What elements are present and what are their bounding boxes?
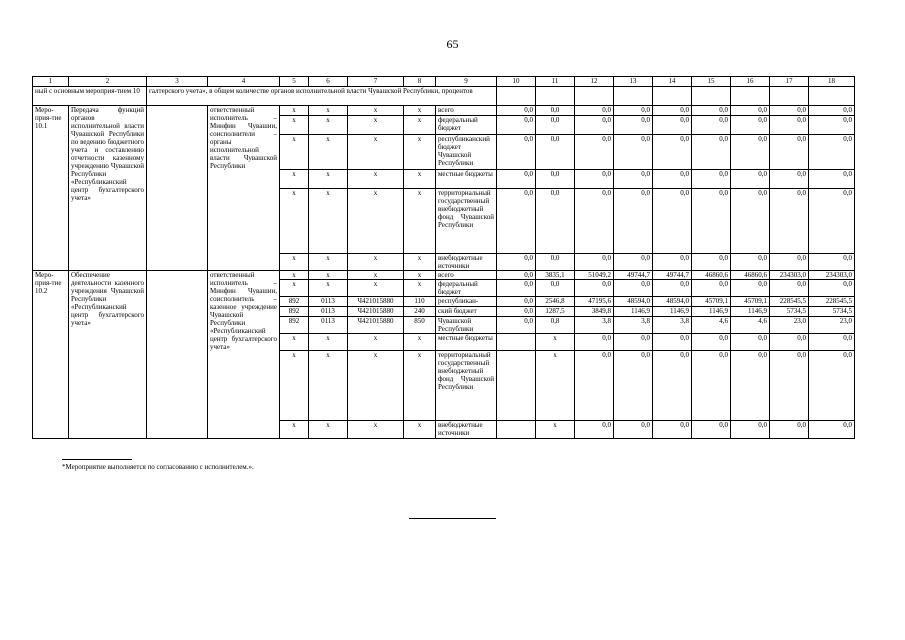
value-cell: 0,0	[497, 135, 536, 170]
code-cell: x	[404, 334, 436, 351]
value-cell	[809, 87, 855, 106]
empty-cell	[147, 106, 208, 271]
value-cell: 0,0	[770, 280, 809, 297]
value-cell: 0,0	[575, 351, 614, 421]
value-cell: 0,0	[575, 254, 614, 271]
value-cell	[614, 87, 653, 106]
value-cell: 51049,2	[575, 271, 614, 280]
value-cell: 0,0	[731, 351, 770, 421]
value-cell: 0,0	[770, 351, 809, 421]
code-cell: x	[309, 351, 348, 421]
code-cell: x	[280, 116, 309, 135]
value-cell: 0,0	[731, 421, 770, 439]
value-cell	[653, 87, 692, 106]
code-cell: x	[404, 271, 436, 280]
value-cell: 0,0	[614, 280, 653, 297]
code-cell: 110	[404, 297, 436, 307]
value-cell: 1287,5	[536, 307, 575, 317]
continuation-indicator: ный с основным мероприя-тием 10	[33, 87, 147, 106]
code-cell: x	[309, 189, 348, 254]
value-cell: 0,0	[770, 116, 809, 135]
code-cell: x	[404, 421, 436, 439]
value-cell: 0,0	[731, 334, 770, 351]
funding-source: внебюджетные источники	[436, 254, 497, 271]
code-cell: Ч421015880	[348, 317, 404, 334]
value-cell: 228545,5	[770, 297, 809, 307]
end-rule	[409, 518, 496, 519]
value-cell: 0,0	[653, 106, 692, 116]
value-cell: 0,0	[497, 254, 536, 271]
value-cell: 0,0	[497, 307, 536, 317]
column-number: 18	[809, 77, 855, 87]
code-cell: x	[309, 135, 348, 170]
code-cell: x	[404, 189, 436, 254]
value-cell: 0,0	[536, 116, 575, 135]
value-cell: 0,0	[692, 421, 731, 439]
code-cell: x	[309, 170, 348, 189]
column-number: 9	[436, 77, 497, 87]
value-cell: 0,0	[653, 254, 692, 271]
value-cell: 5734,5	[770, 307, 809, 317]
value-cell: 0,0	[692, 334, 731, 351]
value-cell: 45709,1	[731, 297, 770, 307]
value-cell: 0,0	[770, 135, 809, 170]
code-cell: x	[280, 271, 309, 280]
value-cell: 0,0	[575, 116, 614, 135]
value-cell: 0,0	[692, 254, 731, 271]
value-cell: 0,0	[731, 280, 770, 297]
code-cell: x	[404, 170, 436, 189]
value-cell: 0,0	[575, 170, 614, 189]
code-cell: x	[404, 254, 436, 271]
value-cell: 3,8	[614, 317, 653, 334]
value-cell: 0,0	[692, 280, 731, 297]
funding-source: территориальный государственный внебюджетный фонд Чувашской Республики	[436, 189, 497, 254]
code-cell: x	[280, 189, 309, 254]
code-cell: 892	[280, 307, 309, 317]
column-number: 8	[404, 77, 436, 87]
value-cell: 234303,0	[809, 271, 855, 280]
code-cell: x	[280, 254, 309, 271]
value-cell: 0,0	[692, 116, 731, 135]
value-cell: x	[536, 334, 575, 351]
continuation-row	[33, 87, 855, 106]
value-cell: 0,0	[614, 421, 653, 439]
value-cell: 0,0	[770, 421, 809, 439]
code-cell: Ч421015880	[348, 297, 404, 307]
value-cell: 46860,6	[692, 271, 731, 280]
value-cell: 0,0	[770, 189, 809, 254]
value-cell: 0,0	[653, 280, 692, 297]
value-cell: 0,0	[653, 116, 692, 135]
value-cell: 1146,9	[692, 307, 731, 317]
code-cell: x	[280, 421, 309, 439]
column-number: 2	[69, 77, 147, 87]
value-cell: 0,0	[614, 106, 653, 116]
program-table	[32, 76, 855, 439]
page-number: 65	[446, 37, 459, 51]
value-cell	[575, 87, 614, 106]
value-cell: 0,0	[809, 254, 855, 271]
value-cell	[770, 87, 809, 106]
value-cell: 0,0	[653, 170, 692, 189]
value-cell: 0,0	[770, 334, 809, 351]
value-cell: 0,0	[731, 189, 770, 254]
code-cell: x	[280, 334, 309, 351]
value-cell: 3,8	[653, 317, 692, 334]
value-cell: 0,0	[731, 254, 770, 271]
code-cell: 892	[280, 317, 309, 334]
value-cell	[497, 421, 536, 439]
funding-source: всего	[436, 271, 497, 280]
funding-source: территориальный государственный внебюджетный фонд Чувашской Республики	[436, 351, 497, 421]
value-cell: 0,0	[536, 106, 575, 116]
column-number: 7	[348, 77, 404, 87]
value-cell: 0,8	[536, 317, 575, 334]
value-cell: 48594,0	[614, 297, 653, 307]
value-cell: x	[536, 351, 575, 421]
value-cell: 0,0	[653, 334, 692, 351]
value-cell: 5734,5	[809, 307, 855, 317]
code-cell: x	[348, 116, 404, 135]
value-cell: 0,0	[497, 170, 536, 189]
column-number: 11	[536, 77, 575, 87]
value-cell: 0,0	[536, 189, 575, 254]
value-cell: 0,0	[692, 170, 731, 189]
footnote-rule	[62, 459, 132, 460]
value-cell: 23,0	[770, 317, 809, 334]
value-cell: 0,0	[614, 351, 653, 421]
code-cell: x	[348, 351, 404, 421]
value-cell: 2546,8	[536, 297, 575, 307]
code-cell: 0113	[309, 297, 348, 307]
value-cell: 0,0	[536, 135, 575, 170]
column-number: 17	[770, 77, 809, 87]
code-cell: x	[404, 106, 436, 116]
column-number: 6	[309, 77, 348, 87]
measure-label: Меро-прия-тие 10.1	[33, 106, 69, 271]
code-cell: 892	[280, 297, 309, 307]
code-cell: x	[280, 170, 309, 189]
code-cell: x	[280, 351, 309, 421]
value-cell: 0,0	[692, 189, 731, 254]
value-cell: 0,0	[692, 351, 731, 421]
value-cell: 0,0	[653, 351, 692, 421]
value-cell: 0,0	[809, 116, 855, 135]
value-cell: 0,0	[809, 351, 855, 421]
value-cell: 0,0	[536, 170, 575, 189]
value-cell: 0,0	[809, 106, 855, 116]
value-cell: 0,0	[575, 334, 614, 351]
value-cell: 0,0	[536, 280, 575, 297]
value-cell	[692, 87, 731, 106]
funding-source: Чувашской Республики	[436, 317, 497, 334]
value-cell: 0,0	[575, 421, 614, 439]
code-cell: x	[348, 271, 404, 280]
measure-name: Обеспечение деятельности казенного учреждения Чувашской Республики «Республиканский центр бухгалтерского учета»	[69, 271, 147, 439]
value-cell: 3835,1	[536, 271, 575, 280]
value-cell: 0,0	[809, 280, 855, 297]
value-cell: 0,0	[614, 254, 653, 271]
value-cell: 0,0	[497, 297, 536, 307]
code-cell: x	[348, 135, 404, 170]
value-cell: 0,0	[575, 189, 614, 254]
value-cell: 0,0	[614, 135, 653, 170]
value-cell: 0,0	[497, 317, 536, 334]
code-cell: x	[280, 106, 309, 116]
code-cell: x	[309, 106, 348, 116]
code-cell: x	[309, 271, 348, 280]
funding-source: всего	[436, 106, 497, 116]
value-cell: 0,0	[809, 334, 855, 351]
value-cell: x	[536, 421, 575, 439]
value-cell: 0,0	[731, 106, 770, 116]
value-cell: 0,0	[731, 135, 770, 170]
column-number: 3	[147, 77, 208, 87]
value-cell	[497, 334, 536, 351]
funding-source: республиканский бюджет Чувашской Республики	[436, 135, 497, 170]
value-cell: 0,0	[770, 106, 809, 116]
code-cell: x	[309, 334, 348, 351]
column-number: 4	[208, 77, 280, 87]
footnote: *Мероприятие выполняется по согласованию с исполнителем.».	[62, 463, 254, 471]
value-cell: 0,0	[614, 170, 653, 189]
value-cell: 1146,9	[731, 307, 770, 317]
funding-source: местные бюджеты	[436, 334, 497, 351]
value-cell: 0,0	[809, 135, 855, 170]
value-cell: 45709,1	[692, 297, 731, 307]
executor: ответственный исполнитель – Минфин Чувашии, соисполнитель – казенное учреждение Чувашской Республики «Республиканский центр бухгалтерского учета»	[208, 271, 280, 439]
value-cell: 0,0	[497, 280, 536, 297]
code-cell: x	[348, 170, 404, 189]
value-cell: 0,0	[731, 170, 770, 189]
funding-source: республикан-	[436, 297, 497, 307]
column-number-row	[33, 77, 855, 87]
value-cell: 0,0	[653, 421, 692, 439]
value-cell: 0,0	[575, 135, 614, 170]
code-cell: 0113	[309, 317, 348, 334]
code-cell: x	[348, 421, 404, 439]
executor: ответственный исполнитель – Минфин Чувашии, соисполнители – органы исполнительной власти Чувашской Республики	[208, 106, 280, 271]
funding-source: федеральный бюджет	[436, 280, 497, 297]
value-cell: 1146,9	[653, 307, 692, 317]
measure-label: Меро-прия-тие 10.2	[33, 271, 69, 439]
value-cell: 0,0	[809, 421, 855, 439]
value-cell	[497, 87, 536, 106]
value-cell: 23,0	[809, 317, 855, 334]
code-cell: x	[309, 254, 348, 271]
value-cell: 49744,7	[653, 271, 692, 280]
column-number: 16	[731, 77, 770, 87]
value-cell: 1146,9	[614, 307, 653, 317]
value-cell: 0,0	[536, 254, 575, 271]
value-cell: 0,0	[614, 116, 653, 135]
table-row	[33, 271, 855, 280]
code-cell: x	[404, 280, 436, 297]
code-cell: x	[404, 116, 436, 135]
column-number: 14	[653, 77, 692, 87]
value-cell: 0,0	[497, 189, 536, 254]
code-cell: x	[280, 280, 309, 297]
value-cell: 0,0	[653, 189, 692, 254]
code-cell: 0113	[309, 307, 348, 317]
funding-source: внебюджетные источники	[436, 421, 497, 439]
value-cell: 0,0	[809, 170, 855, 189]
code-cell: x	[404, 351, 436, 421]
value-cell: 0,0	[809, 189, 855, 254]
code-cell: x	[348, 334, 404, 351]
funding-source: ский бюджет	[436, 307, 497, 317]
value-cell	[536, 87, 575, 106]
code-cell: x	[309, 280, 348, 297]
column-number: 12	[575, 77, 614, 87]
measure-name: Передача функций органов исполнительной власти Чувашской Республики по ведению бюджетного учета и составлению отчетности казенному учреждению Чувашской Республики «Республиканский центр бухгалтерского учета»	[69, 106, 147, 271]
code-cell: 240	[404, 307, 436, 317]
value-cell: 3,8	[575, 317, 614, 334]
value-cell	[497, 351, 536, 421]
value-cell: 0,0	[497, 116, 536, 135]
value-cell	[731, 87, 770, 106]
funding-source: федеральный бюджет	[436, 116, 497, 135]
empty-cell	[147, 271, 208, 439]
value-cell: 0,0	[614, 189, 653, 254]
code-cell: x	[280, 135, 309, 170]
value-cell: 0,0	[575, 280, 614, 297]
value-cell: 0,0	[497, 271, 536, 280]
value-cell: 48594,0	[653, 297, 692, 307]
code-cell: x	[309, 116, 348, 135]
value-cell: 0,0	[692, 135, 731, 170]
value-cell: 4,6	[692, 317, 731, 334]
code-cell: x	[348, 106, 404, 116]
code-cell: x	[348, 280, 404, 297]
value-cell: 4,6	[731, 317, 770, 334]
code-cell: Ч421015880	[348, 307, 404, 317]
value-cell: 234303,0	[770, 271, 809, 280]
code-cell: 850	[404, 317, 436, 334]
table-row	[33, 106, 855, 116]
value-cell: 49744,7	[614, 271, 653, 280]
column-number: 5	[280, 77, 309, 87]
value-cell: 0,0	[575, 106, 614, 116]
value-cell: 0,0	[692, 106, 731, 116]
code-cell: x	[309, 421, 348, 439]
column-number: 1	[33, 77, 69, 87]
continuation-indicator-text: галтерского учета», в общем количестве органов исполнительной власти Чувашской Республики, процентов	[147, 87, 497, 106]
code-cell: x	[404, 135, 436, 170]
value-cell: 3849,8	[575, 307, 614, 317]
value-cell: 46860,6	[731, 271, 770, 280]
code-cell: x	[348, 189, 404, 254]
value-cell: 228545,5	[809, 297, 855, 307]
value-cell: 0,0	[614, 334, 653, 351]
value-cell: 0,0	[770, 170, 809, 189]
value-cell: 0,0	[770, 254, 809, 271]
value-cell: 0,0	[653, 135, 692, 170]
column-number: 10	[497, 77, 536, 87]
value-cell: 0,0	[497, 106, 536, 116]
column-number: 15	[692, 77, 731, 87]
column-number: 13	[614, 77, 653, 87]
value-cell: 0,0	[731, 116, 770, 135]
value-cell: 47195,6	[575, 297, 614, 307]
code-cell: x	[348, 254, 404, 271]
funding-source: местные бюджеты	[436, 170, 497, 189]
